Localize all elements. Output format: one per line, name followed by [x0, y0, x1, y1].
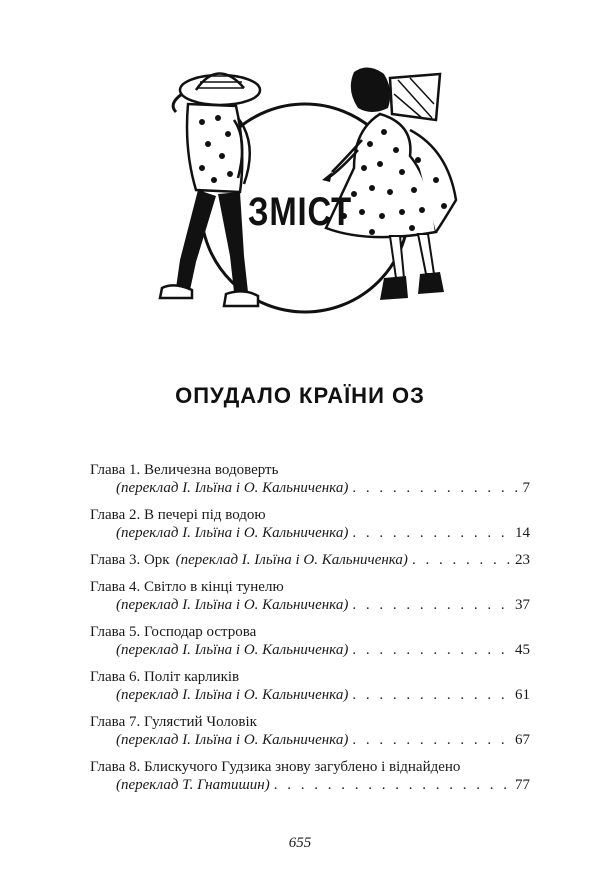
translator-credit: (переклад І. Ільїна і О. Кальниченка): [116, 525, 349, 541]
chapter-line: [90, 506, 530, 524]
leader-dots: [408, 551, 515, 569]
chapter-title: Глава 5. Господар острова: [90, 624, 257, 640]
chapter-line: [90, 551, 530, 569]
chapter-title: Глава 8. Блискучого Гудзика знову загублено і віднайдено: [90, 759, 461, 775]
chapter-title: Глава 2. В печері під водою: [90, 507, 266, 523]
chapter-line: [90, 461, 530, 479]
leader-dots: [348, 731, 515, 749]
chapter-line: [90, 713, 530, 731]
section-title: ОПУДАЛО КРАЇНИ ОЗ: [175, 383, 425, 408]
translator-line: [90, 686, 530, 704]
page-ref: 37: [515, 597, 530, 613]
leader-dots: [348, 686, 515, 704]
leader-dots: [348, 596, 515, 614]
chapter-line: [90, 758, 530, 776]
translator-credit: (переклад І. Ільїна і О. Кальниченка): [116, 597, 349, 613]
toc-entry[interactable]: [90, 758, 530, 794]
chapter-title: Глава 7. Гулястий Чоловік: [90, 714, 257, 730]
chapter-title: Глава 6. Політ карликів: [90, 669, 240, 685]
leader-dots: [348, 641, 515, 659]
page-ref: 45: [515, 642, 530, 658]
leader-dots: [270, 776, 515, 794]
translator-line: [90, 641, 530, 659]
chapter-title: Глава 3. Орк: [90, 552, 170, 568]
toc-entry[interactable]: [90, 551, 530, 569]
left-child-leg-left: [176, 190, 216, 290]
page-ref: 23: [515, 552, 530, 568]
page-number: 655: [288, 835, 312, 851]
toc-entry[interactable]: [90, 713, 530, 749]
leader-dots: [348, 524, 515, 542]
chapter-title: Глава 4. Світло в кінці тунелю: [90, 579, 284, 595]
translator-credit: (переклад І. Ільїна і О. Кальниченка): [175, 552, 408, 568]
toc-entry[interactable]: [90, 461, 530, 497]
page-ref: 77: [515, 777, 530, 793]
right-child-hair: [351, 67, 390, 112]
translator-line: [90, 524, 530, 542]
toc-entry[interactable]: [90, 506, 530, 542]
toc-entry[interactable]: [90, 578, 530, 614]
page-ref: 14: [515, 525, 530, 541]
translator-credit: (переклад І. Ільїна і О. Кальниченка): [116, 687, 349, 703]
page-ref: 61: [515, 687, 530, 703]
page-ref: 67: [515, 732, 530, 748]
toc-entry[interactable]: [90, 668, 530, 704]
contents-title: ЗМІСТ: [247, 190, 352, 234]
translator-line: [90, 596, 530, 614]
leader-dots: [348, 479, 522, 497]
toc-entry[interactable]: [90, 623, 530, 659]
chapter-line: [90, 668, 530, 686]
translator-credit: (переклад Т. Гнатишин): [116, 777, 270, 793]
chapter-line: [90, 623, 530, 641]
chapter-title: Глава 1. Величезна водоверть: [90, 462, 279, 478]
translator-line: [90, 731, 530, 749]
translator-credit: (переклад І. Ільїна і О. Кальниченка): [116, 480, 349, 496]
translator-credit: (переклад І. Ільїна і О. Кальниченка): [116, 642, 349, 658]
translator-credit: (переклад І. Ільїна і О. Кальниченка): [116, 732, 349, 748]
page-ref: 7: [522, 480, 530, 496]
chapter-line: [90, 578, 530, 596]
translator-line: [90, 479, 530, 497]
translator-line: [90, 776, 530, 794]
table-of-contents: [90, 461, 530, 803]
